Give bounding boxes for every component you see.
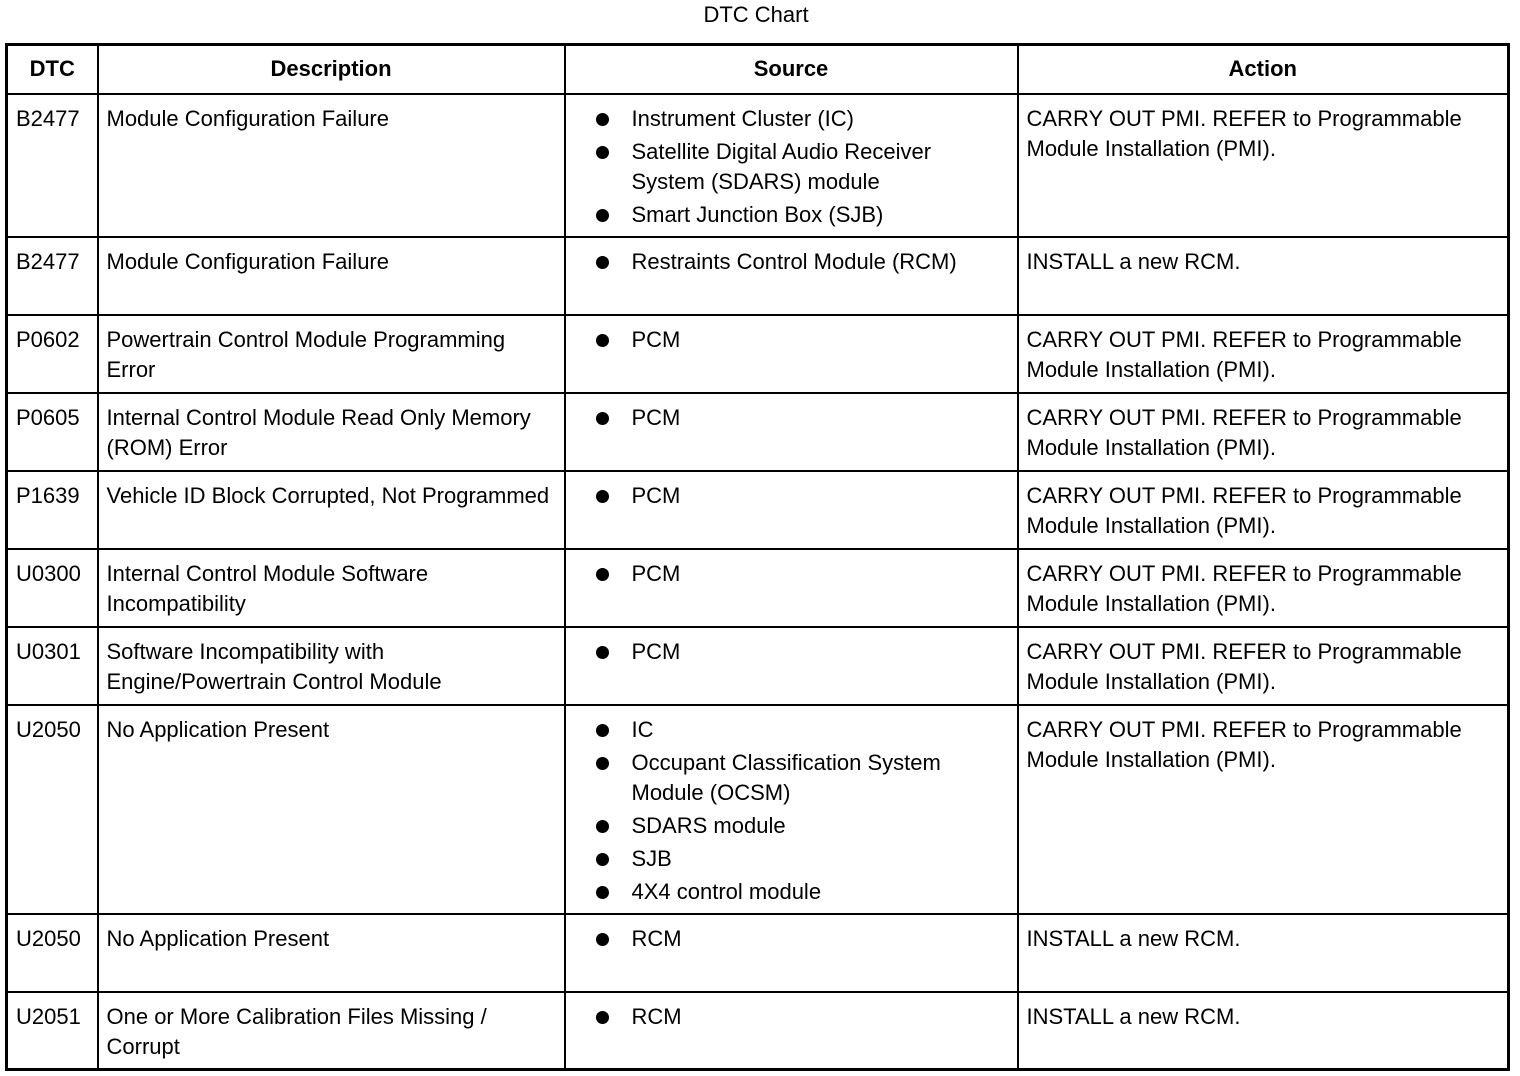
source-label: PCM xyxy=(631,482,681,508)
table-row xyxy=(7,914,1509,992)
dtc-source xyxy=(565,315,1018,393)
source-label: PCM xyxy=(631,404,681,430)
dtc-description: Module Configuration Failure xyxy=(98,94,565,237)
table-row xyxy=(7,705,1509,914)
source-item xyxy=(596,637,1009,667)
bullet-icon xyxy=(596,886,609,899)
source-item xyxy=(596,811,1009,841)
dtc-action: CARRY OUT PMI. REFER to Programmable Module Installation (PMI). xyxy=(1018,94,1509,237)
source-list xyxy=(574,247,1009,277)
table-row xyxy=(7,627,1509,705)
dtc-code: B2477 xyxy=(7,237,98,315)
source-list xyxy=(574,559,1009,589)
bullet-icon xyxy=(596,334,609,347)
source-item xyxy=(596,844,1009,874)
dtc-description: Internal Control Module Read Only Memory (ROM) Error xyxy=(98,393,565,471)
source-label: Occupant Classification System Module (OCSM) xyxy=(631,749,941,805)
table-row xyxy=(7,471,1509,549)
source-list xyxy=(574,637,1009,667)
bullet-icon xyxy=(596,820,609,833)
dtc-action: CARRY OUT PMI. REFER to Programmable Module Installation (PMI). xyxy=(1018,315,1509,393)
table-row xyxy=(7,992,1509,1070)
source-item xyxy=(596,200,1009,230)
source-item xyxy=(596,877,1009,907)
header-dtc: DTC xyxy=(7,45,98,94)
dtc-code: P1639 xyxy=(7,471,98,549)
source-label: Instrument Cluster (IC) xyxy=(631,105,854,131)
bullet-icon xyxy=(596,412,609,425)
dtc-table xyxy=(5,43,1510,1071)
dtc-code: U0300 xyxy=(7,549,98,627)
dtc-source xyxy=(565,992,1018,1070)
source-item xyxy=(596,104,1009,134)
source-label: PCM xyxy=(631,638,681,664)
bullet-icon xyxy=(596,757,609,770)
table-row xyxy=(7,549,1509,627)
dtc-code: U2051 xyxy=(7,992,98,1070)
source-item xyxy=(596,559,1009,589)
bullet-icon xyxy=(596,933,609,946)
dtc-code: P0605 xyxy=(7,393,98,471)
bullet-icon xyxy=(596,646,609,659)
dtc-source xyxy=(565,627,1018,705)
source-label: SDARS module xyxy=(631,812,786,838)
header-description: Description xyxy=(98,45,565,94)
bullet-icon xyxy=(596,490,609,503)
dtc-source xyxy=(565,94,1018,237)
dtc-description: Vehicle ID Block Corrupted, Not Programmed xyxy=(98,471,565,549)
bullet-icon xyxy=(596,146,609,159)
source-item xyxy=(596,715,1009,745)
source-list xyxy=(574,325,1009,355)
dtc-action: CARRY OUT PMI. REFER to Programmable Module Installation (PMI). xyxy=(1018,705,1509,914)
dtc-action: CARRY OUT PMI. REFER to Programmable Module Installation (PMI). xyxy=(1018,627,1509,705)
source-label: Smart Junction Box (SJB) xyxy=(631,201,884,227)
source-item xyxy=(596,403,1009,433)
source-item xyxy=(596,325,1009,355)
bullet-icon xyxy=(596,256,609,269)
bullet-icon xyxy=(596,1011,609,1024)
source-item xyxy=(596,137,1009,197)
dtc-source xyxy=(565,549,1018,627)
table-row xyxy=(7,237,1509,315)
source-label: IC xyxy=(631,716,654,742)
dtc-code: B2477 xyxy=(7,94,98,237)
table-row xyxy=(7,393,1509,471)
dtc-description: Software Incompatibility with Engine/Powertrain Control Module xyxy=(98,627,565,705)
dtc-code: P0602 xyxy=(7,315,98,393)
bullet-icon xyxy=(596,209,609,222)
page-title: DTC Chart xyxy=(703,2,809,27)
dtc-action: CARRY OUT PMI. REFER to Programmable Module Installation (PMI). xyxy=(1018,471,1509,549)
dtc-source xyxy=(565,705,1018,914)
source-label: 4X4 control module xyxy=(631,878,822,904)
header-action: Action xyxy=(1018,45,1509,94)
source-list xyxy=(574,403,1009,433)
bullet-icon xyxy=(596,853,609,866)
dtc-action: INSTALL a new RCM. xyxy=(1018,914,1509,992)
dtc-description: No Application Present xyxy=(98,705,565,914)
dtc-description: Module Configuration Failure xyxy=(98,237,565,315)
source-label: PCM xyxy=(631,560,681,586)
header-row xyxy=(7,45,1509,94)
source-label: RCM xyxy=(631,925,682,951)
bullet-icon xyxy=(596,724,609,737)
dtc-code: U2050 xyxy=(7,705,98,914)
table-body xyxy=(7,94,1509,1070)
bullet-icon xyxy=(596,568,609,581)
dtc-source xyxy=(565,393,1018,471)
source-list xyxy=(574,104,1009,230)
bullet-icon xyxy=(596,113,609,126)
dtc-action: INSTALL a new RCM. xyxy=(1018,992,1509,1070)
dtc-code: U0301 xyxy=(7,627,98,705)
dtc-action: CARRY OUT PMI. REFER to Programmable Module Installation (PMI). xyxy=(1018,549,1509,627)
table-row xyxy=(7,315,1509,393)
source-list xyxy=(574,481,1009,511)
source-item xyxy=(596,748,1009,808)
header-source: Source xyxy=(565,45,1018,94)
dtc-source xyxy=(565,914,1018,992)
source-label: Satellite Digital Audio Receiver System (SDARS) module xyxy=(631,138,932,194)
dtc-description: Internal Control Module Software Incompatibility xyxy=(98,549,565,627)
dtc-action: CARRY OUT PMI. REFER to Programmable Module Installation (PMI). xyxy=(1018,393,1509,471)
dtc-description: Powertrain Control Module Programming Error xyxy=(98,315,565,393)
dtc-description: One or More Calibration Files Missing / Corrupt xyxy=(98,992,565,1070)
source-item xyxy=(596,481,1009,511)
dtc-code: U2050 xyxy=(7,914,98,992)
source-label: RCM xyxy=(631,1003,682,1029)
dtc-action: INSTALL a new RCM. xyxy=(1018,237,1509,315)
source-label: SJB xyxy=(631,845,672,871)
table-row xyxy=(7,94,1509,237)
source-label: PCM xyxy=(631,326,681,352)
source-list xyxy=(574,715,1009,907)
source-list xyxy=(574,924,1009,954)
source-list xyxy=(574,1002,1009,1032)
dtc-source xyxy=(565,237,1018,315)
source-item xyxy=(596,924,1009,954)
source-item xyxy=(596,247,1009,277)
table-header xyxy=(7,45,1509,94)
dtc-source xyxy=(565,471,1018,549)
source-item xyxy=(596,1002,1009,1032)
source-label: Restraints Control Module (RCM) xyxy=(631,248,957,274)
dtc-description: No Application Present xyxy=(98,914,565,992)
